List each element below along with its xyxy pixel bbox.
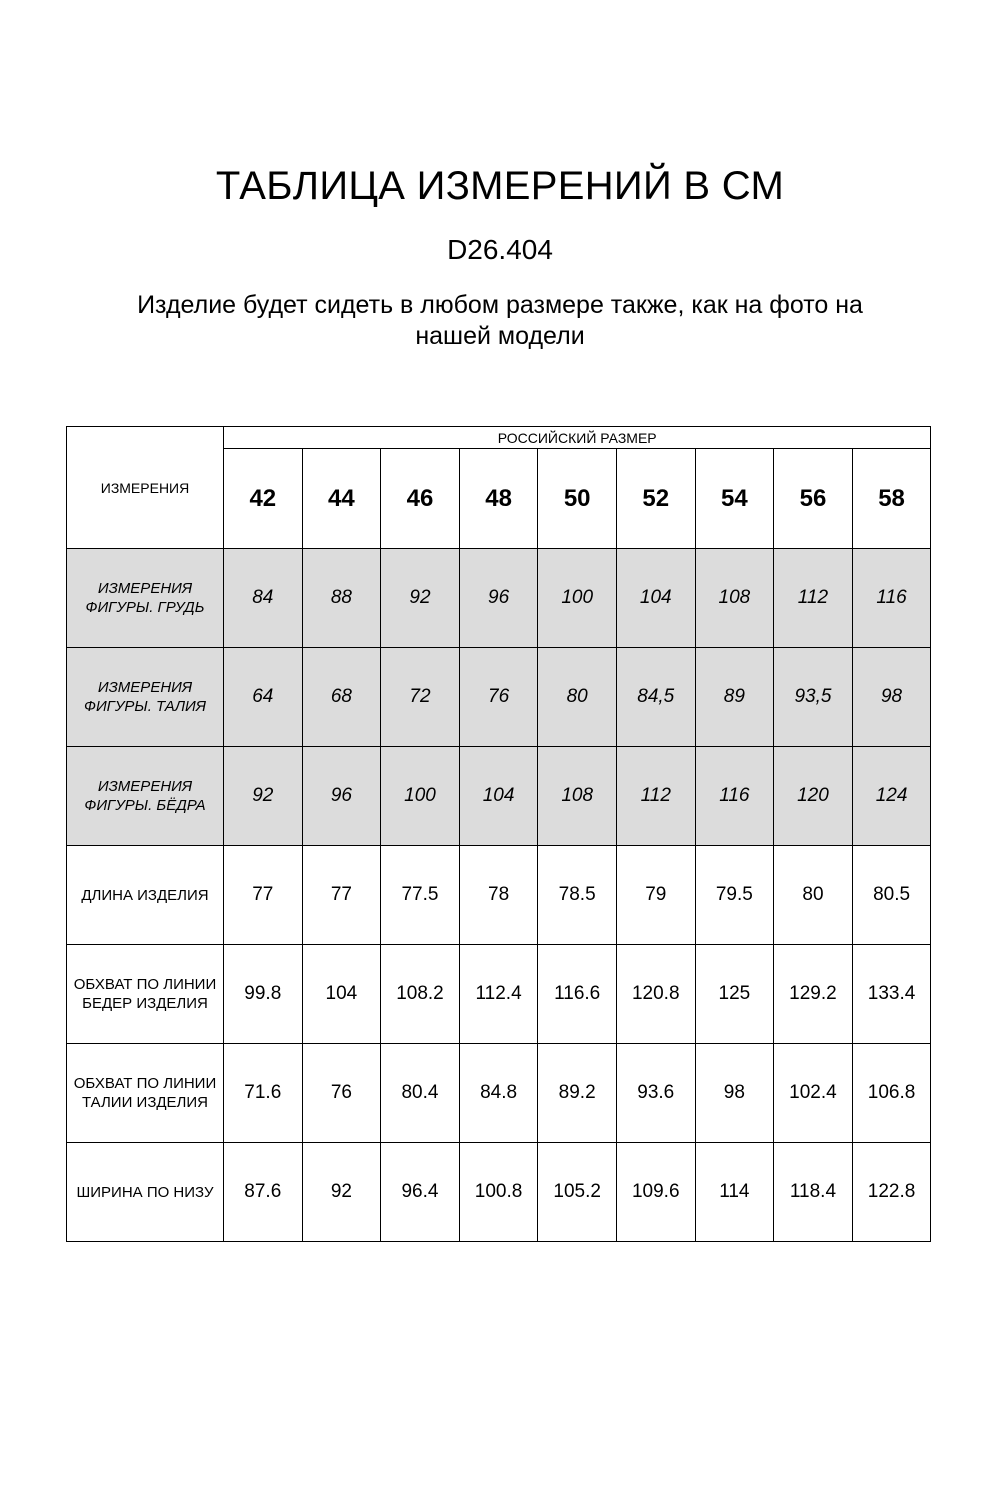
value-cell: 96: [302, 747, 381, 846]
value-cell: 80: [538, 648, 617, 747]
value-cell: 122.8: [852, 1143, 931, 1242]
size-header-cell: 52: [616, 449, 695, 549]
value-cell: 80.5: [852, 846, 931, 945]
value-cell: 109.6: [616, 1143, 695, 1242]
table-row: [67, 846, 931, 945]
value-cell: 87.6: [224, 1143, 303, 1242]
page-title: ТАБЛИЦА ИЗМЕРЕНИЙ В СМ: [215, 164, 785, 208]
value-cell: 98: [852, 648, 931, 747]
value-cell: 112.4: [459, 945, 538, 1044]
value-cell: 116.6: [538, 945, 617, 1044]
value-cell: 104: [616, 549, 695, 648]
value-cell: 100: [538, 549, 617, 648]
value-cell: 78: [459, 846, 538, 945]
value-cell: 92: [381, 549, 460, 648]
value-cell: 98: [695, 1044, 774, 1143]
size-chart-table: [66, 426, 931, 1242]
value-cell: 120: [774, 747, 853, 846]
value-cell: 77: [224, 846, 303, 945]
value-cell: 93.6: [616, 1044, 695, 1143]
value-cell: 112: [774, 549, 853, 648]
value-cell: 79: [616, 846, 695, 945]
row-label: ОБХВАТ ПО ЛИНИИ ТАЛИИ ИЗДЕЛИЯ: [67, 1044, 224, 1143]
value-cell: 71.6: [224, 1044, 303, 1143]
value-cell: 77: [302, 846, 381, 945]
value-cell: 108: [538, 747, 617, 846]
value-cell: 79.5: [695, 846, 774, 945]
value-cell: 108: [695, 549, 774, 648]
value-cell: 84: [224, 549, 303, 648]
value-cell: 106.8: [852, 1044, 931, 1143]
size-header-cell: 58: [852, 449, 931, 549]
value-cell: 92: [224, 747, 303, 846]
table-row: [67, 648, 931, 747]
value-cell: 129.2: [774, 945, 853, 1044]
value-cell: 84,5: [616, 648, 695, 747]
row-label: ИЗМЕРЕНИЯ ФИГУРЫ. ГРУДЬ: [67, 549, 224, 648]
size-header-cell: 48: [459, 449, 538, 549]
fit-note: Изделие будет сидеть в любом размере также, как на фото на нашей модели: [137, 291, 863, 350]
value-cell: 124: [852, 747, 931, 846]
size-header-cell: 50: [538, 449, 617, 549]
size-header-cell: 46: [381, 449, 460, 549]
value-cell: 93,5: [774, 648, 853, 747]
size-header-cell: 54: [695, 449, 774, 549]
value-cell: 80.4: [381, 1044, 460, 1143]
value-cell: 104: [302, 945, 381, 1044]
row-label: ОБХВАТ ПО ЛИНИИ БЕДЕР ИЗДЕЛИЯ: [67, 945, 224, 1044]
value-cell: 76: [302, 1044, 381, 1143]
table-row: [67, 549, 931, 648]
value-cell: 108.2: [381, 945, 460, 1044]
value-cell: 84.8: [459, 1044, 538, 1143]
row-label: ШИРИНА ПО НИЗУ: [67, 1143, 224, 1242]
value-cell: 133.4: [852, 945, 931, 1044]
value-cell: 72: [381, 648, 460, 747]
table-row: [67, 1044, 931, 1143]
value-cell: 96: [459, 549, 538, 648]
value-cell: 116: [852, 549, 931, 648]
value-cell: 68: [302, 648, 381, 747]
value-cell: 76: [459, 648, 538, 747]
value-cell: 92: [302, 1143, 381, 1242]
size-header-cell: 56: [774, 449, 853, 549]
size-header-cell: 44: [302, 449, 381, 549]
row-label: ДЛИНА ИЗДЕЛИЯ: [67, 846, 224, 945]
value-cell: 120.8: [616, 945, 695, 1044]
value-cell: 100.8: [459, 1143, 538, 1242]
table-row: [67, 1143, 931, 1242]
value-cell: 88: [302, 549, 381, 648]
value-cell: 112: [616, 747, 695, 846]
value-cell: 99.8: [224, 945, 303, 1044]
table-row: [67, 945, 931, 1044]
value-cell: 89.2: [538, 1044, 617, 1143]
value-cell: 116: [695, 747, 774, 846]
value-cell: 104: [459, 747, 538, 846]
value-cell: 78.5: [538, 846, 617, 945]
value-cell: 105.2: [538, 1143, 617, 1242]
value-cell: 100: [381, 747, 460, 846]
value-cell: 118.4: [774, 1143, 853, 1242]
value-cell: 89: [695, 648, 774, 747]
dimension-header: ИЗМЕРЕНИЯ: [67, 427, 224, 549]
value-cell: 96.4: [381, 1143, 460, 1242]
value-cell: 77.5: [381, 846, 460, 945]
table-row: [67, 747, 931, 846]
value-cell: 125: [695, 945, 774, 1044]
product-code: D26.404: [447, 234, 553, 265]
value-cell: 64: [224, 648, 303, 747]
size-group-header: РОССИЙСКИЙ РАЗМЕР: [224, 427, 931, 449]
value-cell: 102.4: [774, 1044, 853, 1143]
row-label: ИЗМЕРЕНИЯ ФИГУРЫ. БЁДРА: [67, 747, 224, 846]
size-header-cell: 42: [224, 449, 303, 549]
value-cell: 114: [695, 1143, 774, 1242]
value-cell: 80: [774, 846, 853, 945]
row-label: ИЗМЕРЕНИЯ ФИГУРЫ. ТАЛИЯ: [67, 648, 224, 747]
